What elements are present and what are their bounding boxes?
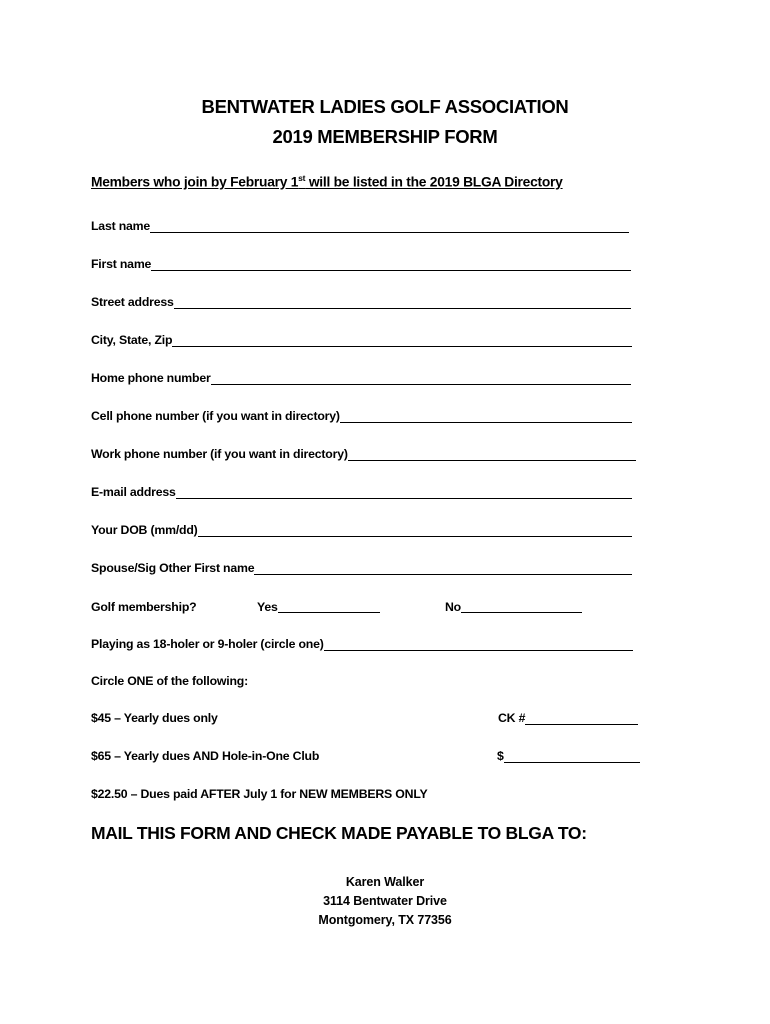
golf-membership-label: Golf membership? xyxy=(91,600,197,614)
email-field[interactable] xyxy=(91,482,632,500)
playing-as-line[interactable] xyxy=(324,636,633,651)
city-state-zip-line[interactable] xyxy=(172,332,632,347)
first-name-label: First name xyxy=(91,257,152,271)
cell-phone-field[interactable] xyxy=(91,406,632,424)
work-phone-label: Work phone number (if you want in directory) xyxy=(91,447,348,461)
form-title-association: BENTWATER LADIES GOLF ASSOCIATION xyxy=(201,96,569,117)
notice-superscript: st xyxy=(298,173,306,183)
recipient-name: Karen Walker xyxy=(345,875,425,889)
dob-label: Your DOB (mm/dd) xyxy=(91,523,198,537)
dues-option-late[interactable]: $22.50 – Dues paid AFTER July 1 for NEW MEMBERS ONLY xyxy=(91,787,428,801)
spouse-name-label: Spouse/Sig Other First name xyxy=(91,561,255,575)
work-phone-line[interactable] xyxy=(348,446,636,461)
recipient-street: 3114 Bentwater Drive xyxy=(323,894,447,908)
dues-option-45[interactable]: $45 – Yearly dues only xyxy=(91,711,218,725)
home-phone-field[interactable] xyxy=(91,368,631,386)
notice-text-end: will be listed in the 2019 BLGA Directory xyxy=(305,174,563,190)
last-name-label: Last name xyxy=(91,219,151,233)
form-title-membership: 2019 MEMBERSHIP FORM xyxy=(272,126,498,147)
mail-heading: MAIL THIS FORM AND CHECK MADE PAYABLE TO BLGA TO: xyxy=(91,823,587,843)
amount-line[interactable] xyxy=(504,748,640,763)
dob-field[interactable] xyxy=(91,520,632,538)
first-name-field[interactable] xyxy=(91,254,631,272)
golf-yes-line[interactable] xyxy=(278,598,380,613)
first-name-line[interactable] xyxy=(151,256,631,271)
golf-membership-no[interactable] xyxy=(445,596,582,614)
email-line[interactable] xyxy=(176,484,632,499)
dues-option-65[interactable]: $65 – Yearly dues AND Hole-in-One Club xyxy=(91,749,320,763)
street-address-line[interactable] xyxy=(174,294,631,309)
spouse-name-field[interactable] xyxy=(91,558,632,576)
work-phone-field[interactable] xyxy=(91,444,636,462)
recipient-city: Montgomery, TX 77356 xyxy=(318,913,452,927)
amount-label: $ xyxy=(497,749,504,763)
playing-as-field[interactable] xyxy=(91,634,633,652)
golf-no-label: No xyxy=(445,600,461,614)
spouse-name-line[interactable] xyxy=(254,560,632,575)
home-phone-line[interactable] xyxy=(211,370,631,385)
cell-phone-label: Cell phone number (if you want in directory) xyxy=(91,409,340,423)
amount-field[interactable] xyxy=(497,746,640,764)
city-state-zip-label: City, State, Zip xyxy=(91,333,173,347)
dob-line[interactable] xyxy=(198,522,632,537)
notice-text-start: Members who join by February 1 xyxy=(91,174,299,190)
golf-membership-yes[interactable] xyxy=(257,596,380,614)
email-label: E-mail address xyxy=(91,485,176,499)
check-number-field[interactable] xyxy=(498,708,638,726)
directory-notice xyxy=(91,173,691,190)
check-number-line[interactable] xyxy=(525,710,638,725)
home-phone-label: Home phone number xyxy=(91,371,211,385)
city-state-zip-field[interactable] xyxy=(91,330,632,348)
golf-yes-label: Yes xyxy=(257,600,278,614)
cell-phone-line[interactable] xyxy=(340,408,632,423)
street-address-label: Street address xyxy=(91,295,174,309)
check-number-label: CK # xyxy=(498,711,526,725)
golf-no-line[interactable] xyxy=(461,598,582,613)
dues-instruction: Circle ONE of the following: xyxy=(91,674,248,688)
last-name-line[interactable] xyxy=(150,218,629,233)
street-address-field[interactable] xyxy=(91,292,631,310)
playing-as-label: Playing as 18-holer or 9-holer (circle one) xyxy=(91,637,324,651)
last-name-field[interactable] xyxy=(91,216,629,234)
